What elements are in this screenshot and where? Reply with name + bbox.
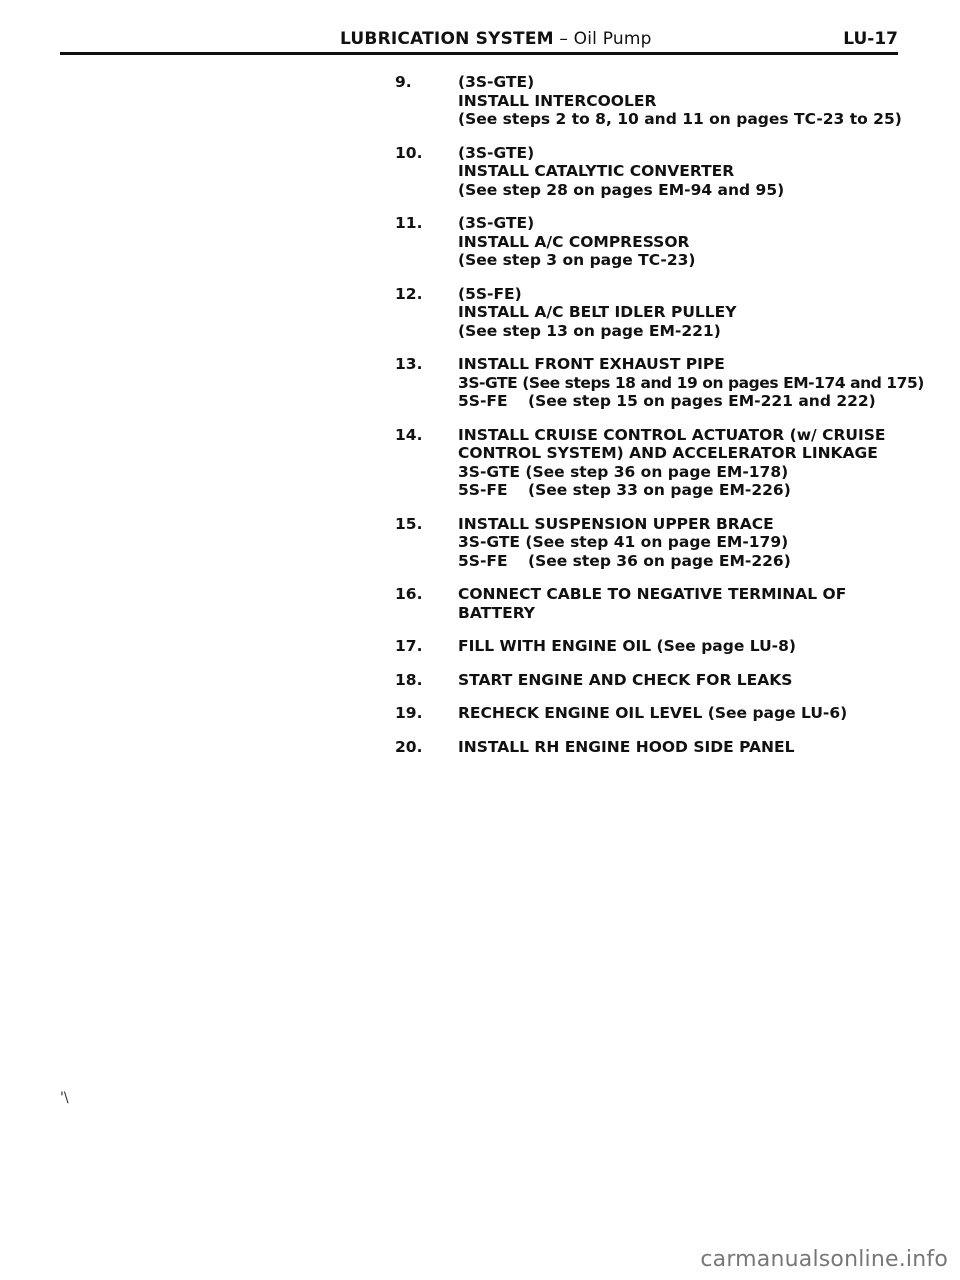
step-number: 13. bbox=[395, 355, 423, 373]
step-number: 9. bbox=[395, 73, 412, 91]
step-line: (See step 13 on page EM-221) bbox=[458, 321, 721, 340]
page-reference: (See step 33 on page EM-226) bbox=[528, 481, 791, 499]
model-reference bbox=[458, 463, 915, 482]
step-line: CONTROL SYSTEM) AND ACCELERATOR LINKAGE bbox=[458, 444, 878, 462]
step-line: INSTALL A/C BELT IDLER PULLEY bbox=[458, 303, 737, 321]
step-number: 18. bbox=[395, 670, 423, 689]
step-line: INSTALL INTERCOOLER bbox=[458, 91, 657, 110]
step-number: 10. bbox=[395, 143, 423, 162]
step-12 bbox=[395, 285, 915, 341]
step-13 bbox=[395, 355, 924, 411]
model-reference bbox=[458, 552, 915, 571]
step-20 bbox=[395, 738, 915, 757]
model-reference bbox=[458, 533, 915, 552]
step-number: 16. bbox=[395, 585, 423, 603]
step-line: FILL WITH ENGINE OIL (See page LU-8) bbox=[458, 637, 796, 655]
step-number: 15. bbox=[395, 514, 423, 533]
step-line: (See step 28 on pages EM-94 and 95) bbox=[458, 180, 785, 199]
model-reference bbox=[458, 392, 924, 411]
step-number: 17. bbox=[395, 637, 423, 655]
step-line: INSTALL CRUISE CONTROL ACTUATOR (w/ CRUISE bbox=[458, 425, 886, 444]
procedure-steps bbox=[395, 73, 924, 771]
engine-model: 5S-FE bbox=[458, 551, 508, 570]
page-title bbox=[340, 29, 652, 49]
page-reference: (See step 41 on page EM-179) bbox=[525, 533, 789, 551]
engine-model: 5S-FE bbox=[458, 481, 508, 499]
step-title: INSTALL FRONT EXHAUST PIPE bbox=[458, 355, 725, 373]
step-16 bbox=[395, 585, 915, 622]
step-15 bbox=[395, 515, 915, 571]
step-9 bbox=[395, 73, 915, 129]
page-reference: (See steps 18 and 19 on pages EM-174 and 175) bbox=[522, 373, 924, 392]
step-line: START ENGINE AND CHECK FOR LEAKS bbox=[458, 670, 793, 689]
model-reference bbox=[458, 374, 924, 393]
step-line: (3S-GTE) bbox=[458, 143, 535, 162]
step-line: (3S-GTE) bbox=[458, 73, 535, 91]
step-line: INSTALL CATALYTIC CONVERTER bbox=[458, 162, 735, 180]
step-title: INSTALL SUSPENSION UPPER BRACE bbox=[458, 514, 774, 533]
step-line: (5S-FE) bbox=[458, 284, 522, 303]
step-line: INSTALL A/C COMPRESSOR bbox=[458, 232, 690, 251]
step-number: 12. bbox=[395, 284, 423, 303]
page-reference: (See step 36 on page EM-226) bbox=[528, 551, 791, 570]
step-17 bbox=[395, 637, 915, 656]
engine-model: 3S-GTE bbox=[458, 533, 520, 551]
step-line: (See step 3 on page TC-23) bbox=[458, 251, 696, 269]
step-line: INSTALL RH ENGINE HOOD SIDE PANEL bbox=[458, 737, 795, 756]
step-18 bbox=[395, 671, 915, 690]
engine-model: 3S-GTE bbox=[458, 462, 520, 481]
step-line: CONNECT CABLE TO NEGATIVE TERMINAL OF bbox=[458, 585, 847, 603]
page-reference: (See step 15 on pages EM-221 and 222) bbox=[528, 392, 876, 410]
step-14 bbox=[395, 426, 915, 500]
step-10 bbox=[395, 144, 915, 200]
header-rule bbox=[60, 52, 898, 55]
step-number: 11. bbox=[395, 214, 423, 232]
page-header bbox=[60, 25, 898, 55]
step-line: RECHECK ENGINE OIL LEVEL (See page LU-6) bbox=[458, 704, 848, 722]
step-line: (See steps 2 to 8, 10 and 11 on pages TC-23 to 25) bbox=[458, 110, 902, 128]
step-19 bbox=[395, 704, 915, 723]
step-number: 19. bbox=[395, 704, 423, 722]
margin-mark: '\ bbox=[60, 1090, 69, 1106]
step-11 bbox=[395, 214, 915, 270]
step-number: 20. bbox=[395, 737, 423, 756]
footer-watermark: carmanualsonline.info bbox=[700, 1247, 948, 1272]
model-reference bbox=[458, 481, 915, 500]
section-title: LUBRICATION SYSTEM bbox=[340, 29, 554, 49]
engine-model: 3S-GTE bbox=[458, 373, 518, 392]
engine-model: 5S-FE bbox=[458, 392, 508, 410]
page-number: LU-17 bbox=[843, 29, 898, 49]
step-line: (3S-GTE) bbox=[458, 214, 535, 232]
step-number: 14. bbox=[395, 425, 423, 444]
section-subtitle: – Oil Pump bbox=[553, 29, 652, 49]
step-line: BATTERY bbox=[458, 603, 536, 622]
page-reference: (See step 36 on page EM-178) bbox=[525, 462, 789, 481]
